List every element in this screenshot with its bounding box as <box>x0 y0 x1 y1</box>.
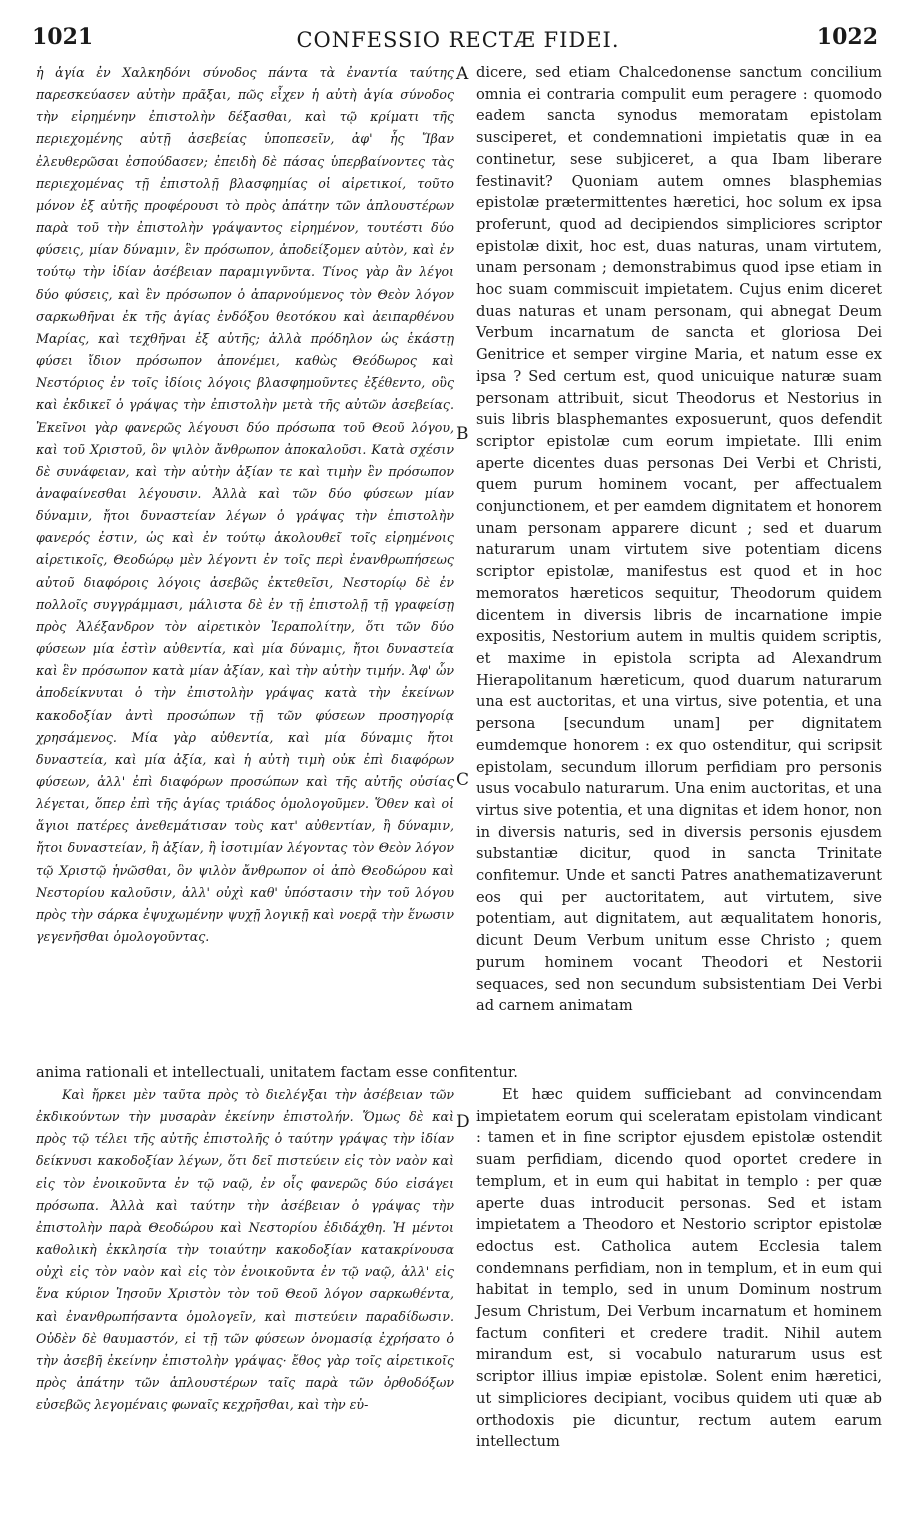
page-header <box>0 0 916 56</box>
greek-column-bottom <box>36 1084 454 1416</box>
running-title: CONFESSIO RECTÆ FIDEI. <box>296 28 620 52</box>
section-marker-b: B <box>456 424 469 444</box>
section-marker-c: C <box>456 770 470 790</box>
greek-paragraph: Καὶ ἤρκει μὲν ταῦτα πρὸς τὸ διελέγξαι τὴν ἀσέβειαν τῶν ἐκδικούντων τὴν μυσαρὰν ἐκείνην ἐπιστολήν. Ὅμως δὲ καὶ πρὸς τῷ τέλει τῆς αὐτῆς ἐπιστολῆς ὁ ταύτην γράψας τὴν ἰδίαν δείκνυσι κακοδοξίαν λέγων, ὅτι δεῖ πιστεύειν εἰς τὸν ναὸν καὶ εἰς τὸν ἐνοικοῦντα ἐν τῷ ναῷ, ἐν οἷς φανερῶς δύο εἰσάγει πρόσωπα. Ἀλλὰ καὶ ταύτην τὴν ἀσέβειαν ὁ γράψας τὴν ἐπιστολὴν παρὰ Θεοδώρου καὶ Νεστορίου ἐδιδάχθη. Ἡ μέντοι καθολικὴ ἐκκλησία τὴν τοιαύτην κακοδοξίαν κατακρίνουσα οὐχὶ εἰς τὸν ναὸν καὶ εἰς τὸν ἐνοικοῦντα ἐν τῷ ναῷ, ἀλλ' εἰς ἕνα κύριον Ἰησοῦν Χριστὸν τὸν τοῦ Θεοῦ λόγον σαρκωθέντα, καὶ ἐνανθρωπήσαντα ὁμολογεῖν, καὶ πιστεύειν παραδίδωσιν. Οὐδὲν δὲ θαυμαστόν, εἰ τῇ τῶν φύσεων ὀνομασίᾳ ἐχρήσατο ὁ τὴν ἀσεβῆ ἐκείνην ἐπιστολὴν γράψας· ἔθος γὰρ τοῖς αἱρετικοῖς πρὸς ἀπάτην τῶν ἁπλουστέρων ταῖς παρὰ τῶν ὀρθοδόξων εὐσεβῶς λεγομέναις φωναῖς κεχρῆσθαι, καὶ τὴν εὐ- <box>36 1087 454 1413</box>
section-marker-d: D <box>456 1112 470 1132</box>
latin-column-bottom <box>476 1084 882 1453</box>
greek-column-top <box>36 62 454 948</box>
latin-paragraph: dicere, sed etiam Chalcedonense sanctum concilium omnia ei contraria compulit eum peragere : quomodo eadem sancta synodus memoratam epistolam susciperet, et condemnationi impietatis quæ in ea continetur, sese subjiceret, a qua Ibam liberare festinavit? Quoniam autem omnes blasphemias epistolæ prætermittentes hæretici, hoc solum ex ipsa proferunt, quod ad decipiendos simpliciores scriptor epistolæ dixit, hoc est, duas naturas, unam virtutem, unam personam ; demonstrabimus quod ipse etiam in hoc suam commiscuit impietatem. Cujus enim diceret duas naturas et unam personam, qui abnegat Deum Verbum incarnatum de sancta et gloriosa Dei Genitrice et semper virgine Maria, et natum esse ex ipsa ? Sed certum est, quod unicuique naturæ suam personam attribuit, sicut Theodorus et Nestorius in suis libris blasphemantes exposuerunt, quos defendit scriptor epistolæ cum eorum impietate. Illi enim aperte dicentes duas personas Dei Verbi et Christi, quem purum hominem vocant, per affectualem conjunctionem, et per eamdem dignitatem et honorem unam personam apparere dicunt ; sed et duarum naturarum unam virtutem sive potentiam dicens scriptor epistolæ, manifestus est quod et in hoc memoratos hæreticos sequitur, Theodorum quidem dicentem in diversis libris de incarnatione impie expositis, Nestorium autem in multis quidem scriptis, et maxime in epistola scripta ad Alexandrum Hierapolitanum hæreticum, quod duarum naturarum una est auctoritas, et una virtus, sive potentia, et una persona [secundum unam] per dignitatem eumdemque honorem : ex quo ostenditur, qui scripsit epistolam, secundum illorum perfidiam pro personis usus vocabulo naturarum. Una enim auctoritas, et una virtus sive potentia, et una dignitas et idem honor, non in diversis naturis, sed in diversis personis ejusdem substantiæ dicitur, quod in sancta Trinitate confitemur. Unde et sancti Patres anathematizaverunt eos qui per auctoritatem, aut virtutem, sive potentiam, aut dignitatem, aut æqualitatem honoris, dicunt Deum Verbum unitum esse Christo ; quem purum hominem vocant Theodori et Nestorii sequaces, sed non secundum subsistentiam Dei Verbi ad carnem animatam <box>476 64 882 1015</box>
latin-paragraph: Et hæc quidem sufficiebant ad convincendam impietatem eorum qui sceleratam epistolam vindicant : tamen et in fine scriptor ejusdem epistolæ ostendit suam perfidiam, dicendo quod oportet credere in templum, et in eum qui habitat in templo : per quæ aperte duas introducit personas. Sed et istam impietatem a Theodoro et Nestorio scriptor epistolæ edoctus est. Catholica autem Ecclesia talem condemnans perfidiam, non in templum, et in eum qui habitat in templo, sed in unum Dominum nostrum Jesum Christum, Dei Verbum incarnatum et hominem factum confiteri et credere tradit. Nihil autem mirandum est, si vocabulo naturarum usus est scriptor illius impiæ epistolæ. Solent enim hæretici, ut simpliciores decipiant, vocibus quidem uti quæ ab orthodoxis pie dicuntur, rectum autem earum intellectum <box>476 1086 882 1451</box>
latin-continuation-line <box>36 1062 882 1084</box>
latin-paragraph-end: anima rationali et intellectuali, unitatem factam esse confitentur. <box>36 1064 518 1081</box>
page-number-right: 1022 <box>816 24 878 50</box>
latin-column-top <box>476 62 882 1017</box>
page-number-left: 1021 <box>32 24 94 50</box>
section-marker-a: A <box>456 64 469 84</box>
greek-paragraph: ἡ ἁγία ἐν Χαλκηδόνι σύνοδος πάντα τὰ ἐναντία ταύτης παρεσκεύασεν αὐτὴν πρᾶξαι, πῶς εἶχεν ἡ αὐτὴ ἁγία σύνοδος τὴν εἰρημένην ἐπιστολὴν δέξασθαι, καὶ τῷ κρίματι τῆς περιεχομένης αὐτῇ ἀσεβείας ὑποπεσεῖν, ἀφ' ἧς Ἴβαν ἐλευθερῶσαι ἐσπούδασεν; ἐπειδὴ δὲ πάσας ὑπερβαίνοντες τὰς περιεχομένας τῇ ἐπιστολῇ βλασφημίας οἱ αἱρετικοί, τοῦτο μόνον ἐξ αὐτῆς προφέρουσι τὸ πρὸς ἀπάτην τῶν ἁπλουστέρων παρὰ τοῦ τὴν ἐπιστολὴν γράψαντος εἰρημένον, τουτέστι δύο φύσεις, μίαν δύναμιν, ἓν πρόσωπον, ἀποδείξομεν αὐτὸν, καὶ ἐν τούτῳ τὴν ἰδίαν ἀσέβειαν παραμιγνῦντα. Τίνος γὰρ ἂν λέγοι δύο φύσεις, καὶ ἓν πρόσωπον ὁ ἀπαρνούμενος τὸν Θεὸν λόγον σαρκωθῆναι ἐκ τῆς ἁγίας ἐνδόξου θεοτόκου καὶ ἀειπαρθένου Μαρίας, καὶ τεχθῆναι ἐξ αὐτῆς; ἀλλὰ πρόδηλον ὡς ἑκάστῃ φύσει ἴδιον πρόσωπον ἀπονέμει, καθὼς Θεόδωρος καὶ Νεστόριος ἐν τοῖς ἰδίοις λόγοις βλασφημοῦντες ἐξέθεντο, οὓς καὶ ἐκδικεῖ ὁ γράψας τὴν ἐπιστολὴν μετὰ τῆς αὐτῶν ἀσεβείας. Ἐκεῖνοι γὰρ φανερῶς λέγουσι δύο πρόσωπα τοῦ Θεοῦ λόγου, καὶ τοῦ Χριστοῦ, ὃν ψιλὸν ἄνθρωπον ἀποκαλοῦσι. Κατὰ σχέσιν δὲ συνάφειαν, καὶ τὴν αὐτὴν ἀξίαν τε καὶ τιμὴν ἓν πρόσωπον ἀναφαίνεσθαι λέγουσιν. Ἀλλὰ καὶ τῶν δύο φύσεων μίαν δύναμιν, ἤτοι δυναστείαν λέγων ὁ γράψας τὴν ἐπιστολὴν φανερός ἐστιν, ὡς καὶ ἐν τούτῳ ἀκολουθεῖ τοῖς εἰρημένοις αἱρετικοῖς, Θεοδώρῳ μὲν λέγοντι ἐν τοῖς περὶ ἐνανθρωπήσεως αὐτοῦ διαφόροις λόγοις ἀσεβῶς ἐκτεθεῖσι, Νεστορίῳ δὲ ἐν πολλοῖς συγγράμμασι, μάλιστα δὲ ἐν τῇ ἐπιστολῇ τῇ γραφείσῃ πρὸς Ἀλέξανδρον τὸν αἱρετικὸν Ἱεραπολίτην, ὅτι τῶν δύο φύσεων μία ἐστὶν αὐθεντία, καὶ μία δύναμις, ἤτοι δυναστεία καὶ ἓν πρόσωπον κατὰ μίαν ἀξίαν, καὶ τὴν αὐτὴν τιμήν. Ἀφ' ὧν ἀποδείκνυται ὁ τὴν ἐπιστολὴν γράψας κατὰ τὴν ἐκείνων κακοδοξίαν ἀντὶ προσώπων τῇ τῶν φύσεων προσηγορίᾳ χρησάμενος. Μία γὰρ αὐθεντία, καὶ μία δύναμις ἤτοι δυναστεία, καὶ μία ἀξία, καὶ ἡ αὐτὴ τιμὴ οὐκ ἐπὶ διαφόρων φύσεων, ἀλλ' ἐπὶ διαφόρων προσώπων καὶ τῆς αὐτῆς οὐσίας λέγεται, ὅπερ ἐπὶ τῆς ἁγίας τριάδος ὁμολογοῦμεν. Ὅθεν καὶ οἱ ἅγιοι πατέρες ἀνεθεμάτισαν τοὺς κατ' αὐθεντίαν, ἢ δύναμιν, ἤτοι δυναστείαν, ἢ ἀξίαν, ἢ ἰσοτιμίαν λέγοντας τὸν Θεὸν λόγον τῷ Χριστῷ ἡνῶσθαι, ὃν ψιλὸν ἄνθρωπον οἱ ἀπὸ Θεοδώρου καὶ Νεστορίου καλοῦσιν, ἀλλ' οὐχὶ καθ' ὑπόστασιν τὴν τοῦ λόγου πρὸς τὴν σάρκα ἐψυχωμένην ψυχῇ λογικῇ καὶ νοερᾷ τὴν ἕνωσιν γεγενῆσθαι ὁμολογοῦντας. <box>36 65 454 945</box>
